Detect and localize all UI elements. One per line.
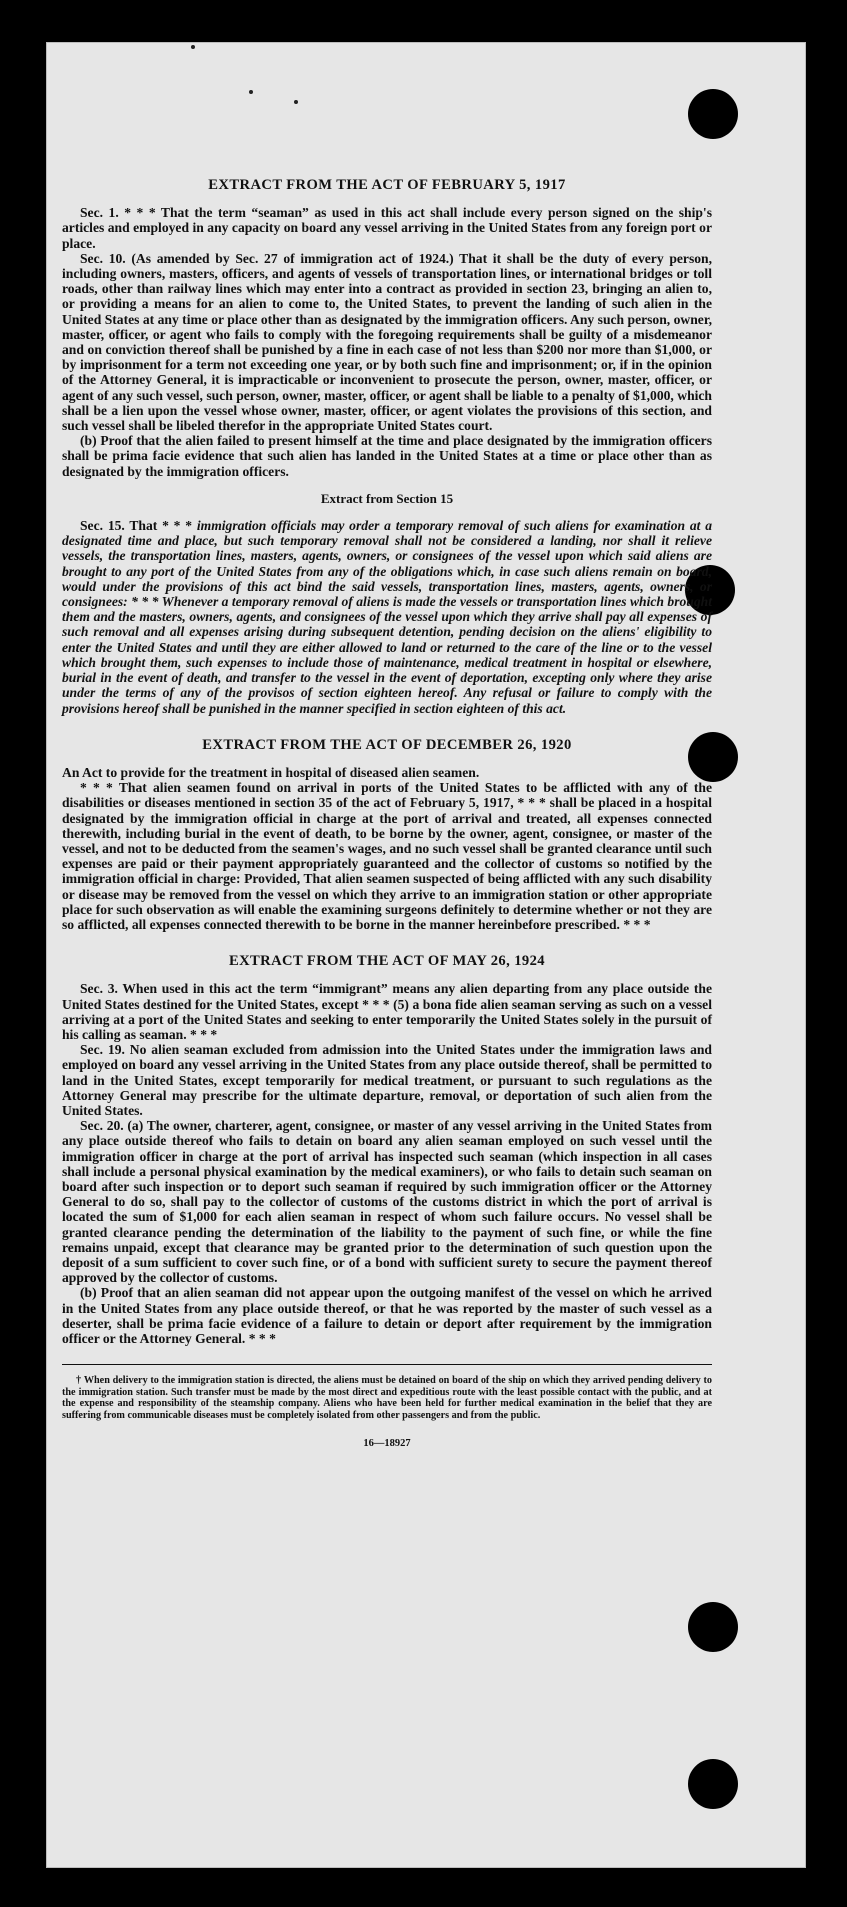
paragraph-sec20a: Sec. 20. (a) The owner, charterer, agent, consignee, or master of any vessel arriving in the United States from any place outside thereof who fails to detain on board any alien seaman employed on such vessel until the immigration officer in charge at the port of arrival has inspected such seaman (which inspection in all cases shall include a personal physical examination by the medical examiners), or who fails to detain such seaman on board after such inspection or to deport such seaman if required by such immigration officer or the Attorney General to do so, shall pay to the collector of customs of the customs district in which the port of arrival is located the sum of $1,000 for each alien seaman in respect of whom such failure occurs. No vessel shall be granted clearance pending the determination of the liability to the payment of such fine, or while the fine remains unpaid, except that clearance may be granted prior to the determination of such question upon the deposit of a sum sufficient to cover such fine, or of a bond with sufficient surety to secure the payment thereof approved by the collector of customs. xyxy=(62,1118,712,1286)
paragraph-sec19: Sec. 19. No alien seaman excluded from admission into the United States under the immigration laws and employed on board any vessel arriving in the United States from any place outside thereof, shall be permitted to land in the United States, except temporarily for medical treatment, or pursuant to such regulations as the Attorney General may prescribe for the ultimate departure, removal, or deportation of such alien from the United States. xyxy=(62,1042,712,1118)
heading-dec-1920: EXTRACT FROM THE ACT OF DECEMBER 26, 1920 xyxy=(202,736,572,753)
paragraph-sec1: Sec. 1. * * * That the term “seaman” as used in this act shall include every person signed on the ship's articles and employed in any capacity on board any vessel arriving in the United States from any foreign port or place. xyxy=(62,205,712,251)
paragraph-act-title: An Act to provide for the treatment in hospital of diseased alien seamen. xyxy=(62,764,480,780)
sec15-italic: immigration officials may order a temporary removal of such aliens for examination at a designated time and place, but such temporary removal shall not be considered a landing, nor shall it relieve vessels, the transportation lines, masters, agents, owners, or consignees of the vessel upon which said aliens are brought to any port of the United States from any of the obligations which, in case such aliens remain on board, would under the provisions of this act bind the said vessels, transportation lines, masters, agents, owners, or consignees: * * * Whenever a temporary removal of aliens is made the vessels or transportation lines which brought them and the masters, owners, agents, and consignees of the vessel upon which they arrive shall pay all expenses of such removal and all expenses arising during subsequent detention, pending decision on the aliens' eligibility to enter the United States and until they are either allowed to land or returned to the care of the line or to the vessel which brought them, such expenses to include those of maintenance, medical treatment in hospital or elsewhere, burial in the event of death, and transfer to the vessel in the event of deportation, excepting only where they arise under the terms of any of the provisos of section eighteen hereof. Any refusal or failure to comply with the provisions hereof shall be punished in the manner specified in section eighteen of this act. xyxy=(62,518,712,716)
punch-hole xyxy=(688,1759,738,1809)
footer-code: 16—18927 xyxy=(363,1437,411,1449)
heading-may-1924: EXTRACT FROM THE ACT OF MAY 26, 1924 xyxy=(228,953,546,970)
footnote-text: † When delivery to the immigration station is directed, the aliens must be detained on board of the ship on which they arrived pending delivery to the immigration station. Such transfer must be made by the most direct and expeditious route with the least possible contact with the public, and at the expense and responsibility of the steamship company. Aliens who have been held for further medical examination in the belief that they are suffering from communicable diseases must be completely isolated from other passengers and from the public. xyxy=(62,1375,712,1421)
heading-section-15: Extract from Section 15 xyxy=(320,490,454,506)
paragraph-sec3: Sec. 3. When used in this act the term “immigrant” means any alien departing from any place outside the United States destined for the United States, except * * * (5) a bona fide alien seaman serving as such on a vessel arriving at a port of the United States and seeking to enter temporarily the United States solely in the pursuit of his calling as seaman. * * * xyxy=(62,981,712,1042)
heading-feb-1917: EXTRACT FROM THE ACT OF FEBRUARY 5, 1917 xyxy=(208,177,566,193)
document-content xyxy=(62,140,712,1451)
punch-hole xyxy=(688,1602,738,1652)
speck-mark xyxy=(249,90,253,94)
speck-mark xyxy=(191,45,195,49)
paragraph-sec10: Sec. 10. (As amended by Sec. 27 of immigration act of 1924.) That it shall be the duty of every person, including owners, masters, officers, and agents of vessels of transportation lines, or international bridges or toll roads, other than railway lines which may enter into a contract as provided in section 23, bringing an alien to, or providing a means for an alien to come to, the United States, to prevent the landing of such alien in the United States at any time or place other than as designated by the immigration officers. Any such person, owner, master, officer, or agent who fails to comply with the foregoing requirements shall be guilty of a misdemeanor and on conviction thereof shall be punished by a fine in each case of not less than $200 nor more than $1,000, or by imprisonment for a term not exceeding one year, or by both such fine and imprisonment; or, if in the opinion of the Attorney General, it is impracticable or inconvenient to prosecute the person, owner, master, officer, or agent of any such vessel, such person, owner, master, officer, or agent shall be liable to a penalty of $1,000, which shall be a lien upon the vessel whose owner, master, officer, or agent violates the provisions of this section, and such vessel shall be libeled therefor in the appropriate United States court. xyxy=(62,250,712,434)
speck-mark xyxy=(294,100,298,104)
paragraph-sec15 xyxy=(62,518,712,716)
punch-hole xyxy=(688,89,738,139)
paragraph-alien-seamen: * * * That alien seamen found on arrival in ports of the United States to be afflicted with any of the disabilities or diseases mentioned in section 35 of the act of February 5, 1917, * * * shall be placed in a hospital designated by the immigration official in charge at the port of arrival and treated, all expenses connected therewith, including burial in the event of death, to be borne by the owner, agent, consignee, or master of the vessel, and not to be deducted from the seamen's wages, and no such vessel shall be granted clearance until such expenses are paid or their payment appropriately guaranteed and the collector of customs so notified by the immigration official in charge: Provided, That alien seamen suspected of being afflicted with any such disability or disease may be removed from the vessel on which they arrive to an immigration station or other appropriate place for such observation as will enable the examining surgeons definitely to determine whether or not they are so afflicted, all expenses connected therewith to be borne in the manner hereinbefore prescribed. * * * xyxy=(62,780,712,932)
paragraph-sec20b: (b) Proof that an alien seaman did not appear upon the outgoing manifest of the vessel on which he arrived in the United States from any place outside thereof, or that he was reported by the master of such vessel as a deserter, shall be prima facie evidence of a failure to detain or deport after requirement by the immigration officer or the Attorney General. * * * xyxy=(62,1285,712,1347)
footnote-divider xyxy=(62,1364,712,1365)
paragraph-proof-b: (b) Proof that the alien failed to present himself at the time and place designated by the immigration officers shall be prima facie evidence that such alien has landed in the United States at a time or place other than as designated by the immigration officers. xyxy=(62,433,712,479)
sec15-lead: Sec. 15. That * * * xyxy=(80,518,197,534)
